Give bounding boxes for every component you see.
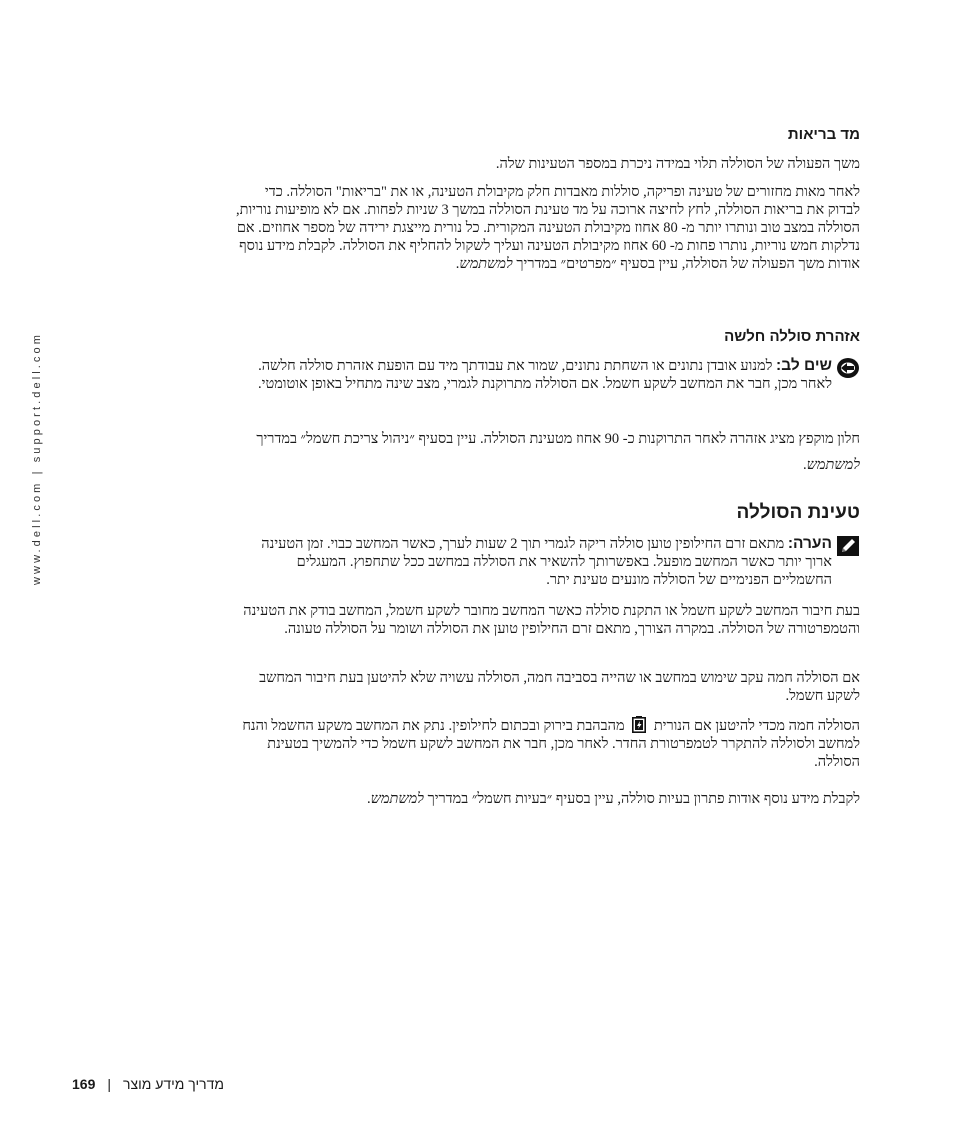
sidebar-url: www.dell.com | support.dell.com [31,331,43,585]
section-battery-health [235,126,860,144]
charging-para-1-text: בעת חיבור המחשב לשקע חשמל או התקנת סוללה כאשר המחשב מחובר לשקע חשמל, המחשב בודק את הטעינה והטמפרטורה של הסוללה. במקרה הצורך, מתאם זרם החילופין טוען את הסוללה ושומר על הסוללה טעונה. [243,603,860,637]
health-para-1-text: משך הפעולה של הסוללה תלוי במידה ניכרת במספר הטעינות שלה. [495,156,860,172]
note-label: הערה: [787,535,832,552]
page-number: 169 [72,1076,96,1092]
notice-text: למנוע אובדן נתונים או השחתת נתונים, שמור את עבודתך מיד עם הופעת אזהרת סוללה חלשה. לאחר מכן, חבר את המחשב לשקע חשמל. אם הסוללה מתרוקנת לגמרי, מצב שינה מתחיל באופן אוטומטי. [258,358,832,392]
low-battery-para-1-text: חלון מוקפץ מציג אזהרה לאחר התרוקנות כ- 90 אחוז מטעינת הסוללה. עיין בסעיף ״ניהול צריכת חשמל״ במדריך [256,431,860,447]
heading-low-battery: אזהרת סוללה חלשה [724,328,860,345]
heading-battery-health: מד בריאות [787,126,860,143]
health-para-2-italic: למשתמש [459,256,513,272]
page-footer [72,1073,272,1095]
section-low-battery [235,328,860,346]
charging-para-3 [235,716,860,771]
health-para-2 [235,183,860,273]
note-block [235,535,860,589]
low-battery-para-1-end: . [803,457,807,473]
note-pencil-icon [836,535,860,557]
health-para-2-text: לאחר מאות מחזורים של טעינה ופריקה, סוללות מאבדות חלק מקיבולת הטעינה, או את "בריאות" הסוללה. כדי לבדוק את בריאות הסוללה, לחץ לחיצה ארוכה על מד טעינת הסוללה במשך 3 שניות לפחות. אם לא מופיעות נוריות, הסוללה במצב טוב ונותרו יותר מ- 80 אחוז מקיבולת הטעינה המקורית. כל נורית מייצגת ירידה של מספר אחוזים. אם נדלקות חמש נוריות, נותרו פחות מ- 60 אחוז מקיבולת הטעינה ועליך לשקול להחליף את הסוללה. לקבלת מידע נוסף אודות משך הפעולה של הסוללה, עיין בסעיף ״מפרטים״ במדריך [236,184,860,272]
health-para-1 [235,155,860,173]
section-charging [235,502,860,524]
charging-para-1 [235,602,860,638]
note-text: מתאם זרם החילופין טוען סוללה ריקה לגמרי תוך 2 שעות לערך, כאשר המחשב כבוי. זמן הטעינה ארוך יותר כאשר המחשב מופעל. באפשרותך להשאיר את הסוללה במחשב ככל שתחפוץ. המעגלים החשמליים הפנימיים של הסוללה מונעים טעינת יתר. [261,536,832,588]
charging-para-2 [235,669,860,705]
charging-para-4 [235,790,860,808]
charging-para-3-rest: מהבהבת בירוק ובכתום לחילופין. נתק את המחשב משקע החשמל והנח למחשב ולסוללה להתקרר לטמפרטורת החדר. לאחר מכן, חבר את המחשב לשקע חשמל כדי להמשיך בטעינת הסוללה. [242,718,860,770]
charging-para-3-start: הסוללה חמה מכדי להיטען אם הנורית [653,718,860,734]
heading-charging: טעינת הסוללה [736,502,860,523]
low-battery-para-1 [235,426,860,478]
charging-para-4-text: לקבלת מידע נוסף אודות פתרון בעיות סוללה, עיין בסעיף ״בעיות חשמל״ במדריך [427,791,860,807]
charging-para-2-text: אם הסוללה חמה עקב שימוש במחשב או שהייה בסביבה חמה, הסוללה עשויה שלא להיטען בעת חיבור המחשב לשקע חשמל. [259,670,860,704]
charging-para-4-italic: למשתמש [370,791,424,807]
battery-charge-icon [632,716,646,733]
health-para-2-end: . [455,256,460,272]
footer-separator: | [107,1076,111,1092]
notice-icon [836,357,860,379]
notice-block [235,357,860,393]
notice-label: שים לב: [776,357,832,374]
charging-para-4-end: . [366,791,371,807]
footer-title: מדריך מידע מוצר [123,1076,224,1092]
low-battery-para-1-italic: למשתמש [806,457,860,473]
